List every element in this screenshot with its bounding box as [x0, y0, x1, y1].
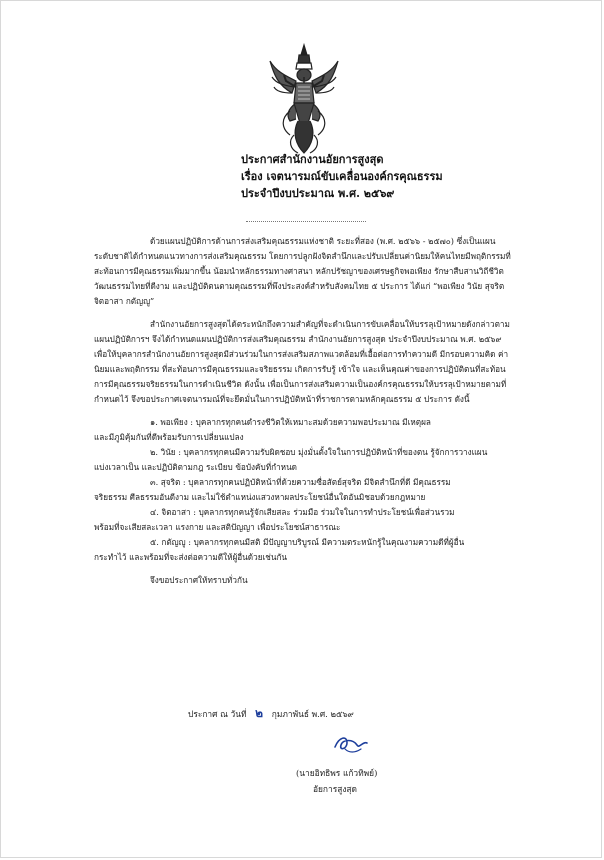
principle-3-lead: ๓. สุจริต : บุคลากรทุกคนปฏิบัติหน้าที่ด้วยความซื่อสัตย์สุจริต มีจิตสำนึกที่ดี มีคุณธรรม — [150, 477, 451, 487]
principle-item-1 — [94, 415, 514, 445]
announcement-date — [188, 707, 488, 720]
announcement-day: ๒ — [255, 706, 264, 720]
header-separator — [246, 221, 366, 222]
principle-5-lead: ๕. กตัญญู : บุคลากรทุกคนมีสติ มีปัญญาบริบูรณ์ มีความตระหนักรู้ในคุณงามความดีที่ผู้อื่น — [150, 537, 465, 547]
paragraph-1: ด้วยแผนปฏิบัติการด้านการส่งเสริมคุณธรรมแห่งชาติ ระยะที่สอง (พ.ศ. ๒๕๖๖ - ๒๕๗๐) ซึ่งเป็นแผนระดับชาติได้กำหนดแนวทางการส่งเสริมคุณธรรม โดยการปลูกฝังจิตสำนึกและปรับเปลี่ยนค่านิยมให้คนไทยมีพฤติกรรมที่สะท้อนการมีคุณธรรมเพิ่มมากขึ้น น้อมนำหลักธรรมทางศาสนา หลักปรัชญาของเศรษฐกิจพอเพียง รักษาสืบสานวิถีชีวิตวัฒนธรรมไทยที่ดีงาม และปฏิบัติตนตามคุณธรรมที่พึงประสงค์สำหรับสังคมไทย ๕ ประการ ได้แก่ “พอเพียง วินัย สุจริต จิตอาสา กตัญญู” — [94, 236, 511, 306]
principle-item-4 — [94, 505, 514, 535]
principle-item-5 — [94, 535, 514, 565]
principle-2-lead: ๒. วินัย : บุคลากรทุกคนมีความรับผิดชอบ มุ่งมั่นตั้งใจในการปฏิบัติหน้าที่ของตน รู้จักการวางแผน — [150, 447, 488, 457]
garuda-emblem-icon — [268, 41, 340, 161]
signature-icon — [331, 731, 371, 757]
header-line-2: เรื่อง เจตนารมณ์ขับเคลื่อนองค์กรคุณธรรม — [241, 170, 443, 183]
signer-position: อัยการสูงสุด — [313, 784, 357, 794]
principle-4-rest: พร้อมที่จะเสียสละเวลา แรงกาย และสติปัญญา เพื่อประโยชน์สาธารณะ — [94, 522, 341, 532]
principle-3-rest: จริยธรรม ศีลธรรมอันดีงาม และไม่ใช้ตำแหน่งแสวงหาผลประโยชน์อื่นใดอันมิชอบด้วยกฎหมาย — [94, 492, 426, 502]
principle-item-2 — [94, 445, 514, 475]
paragraph-2: สำนักงานอัยการสูงสุดได้ตระหนักถึงความสำคัญที่จะดำเนินการขับเคลื่อนให้บรรลุเป้าหมายดังกล่าวตามแผนปฏิบัติการฯ จึงได้กำหนดแผนปฏิบัติการส่งเสริมคุณธรรม สำนักงานอัยการสูงสุด ประจำปีงบประมาณ พ.ศ. ๒๕๖๙ เพื่อให้บุคลากรสำนักงานอัยการสูงสุดมีส่วนร่วมในการส่งเสริมสภาพแวดล้อมที่เอื้อต่อการทำความดี มีกรอบความคิด ค่านิยมและพฤติกรรม ที่สะท้อนการมีคุณธรรมและจริยธรรม เกิดการรับรู้ เข้าใจ และเห็นคุณค่าของการปฏิบัติตนที่สะท้อนการมีคุณธรรมจริยธรรมในการดำเนินชีวิต ดังนั้น เพื่อเป็นการส่งเสริมความเป็นองค์กรคุณธรรมให้บรรลุเป้าหมายตามที่กำหนดไว้ จึงขอประกาศเจตนารมณ์ที่จะยึดมั่นในการปฏิบัติหน้าที่ราชการตามหลักคุณธรรม ๕ ประการ ดังนี้ — [94, 319, 510, 404]
principle-1-lead: ๑. พอเพียง : บุคลากรทุกคนดำรงชีวิตให้เหมาะสมด้วยความพอประมาณ มีเหตุผล — [150, 417, 431, 427]
announcement-prefix: ประกาศ ณ วันที่ — [188, 709, 247, 719]
document-body — [94, 234, 514, 588]
principle-2-rest: แบ่งเวลาเป็น และปฏิบัติตามกฎ ระเบียบ ข้อบังคับที่กำหนด — [94, 462, 297, 472]
announcement-suffix: กุมภาพันธ์ พ.ศ. ๒๕๖๙ — [271, 709, 354, 719]
principle-item-3 — [94, 475, 514, 505]
header-line-3: ประจำปีงบประมาณ พ.ศ. ๒๕๖๙ — [241, 187, 395, 200]
header-line-1: ประกาศสำนักงานอัยการสูงสุด — [241, 153, 384, 166]
closing-text: จึงขอประกาศให้ทราบทั่วกัน — [150, 575, 248, 585]
principle-1-rest: และมีภูมิคุ้มกันที่ดีพร้อมรับการเปลี่ยนแปลง — [94, 432, 244, 442]
principle-5-rest: กระทำไว้ และพร้อมที่จะส่งต่อความดีให้ผู้อื่นด้วยเช่นกัน — [94, 552, 287, 562]
principle-4-lead: ๔. จิตอาสา : บุคลากรทุกคนรู้จักเสียสละ ร่วมมือ ร่วมใจในการทำประโยชน์เพื่อส่วนรวม — [150, 507, 455, 517]
signer-block — [296, 765, 446, 797]
signer-name: (นายอิทธิพร แก้วทิพย์) — [296, 768, 378, 778]
